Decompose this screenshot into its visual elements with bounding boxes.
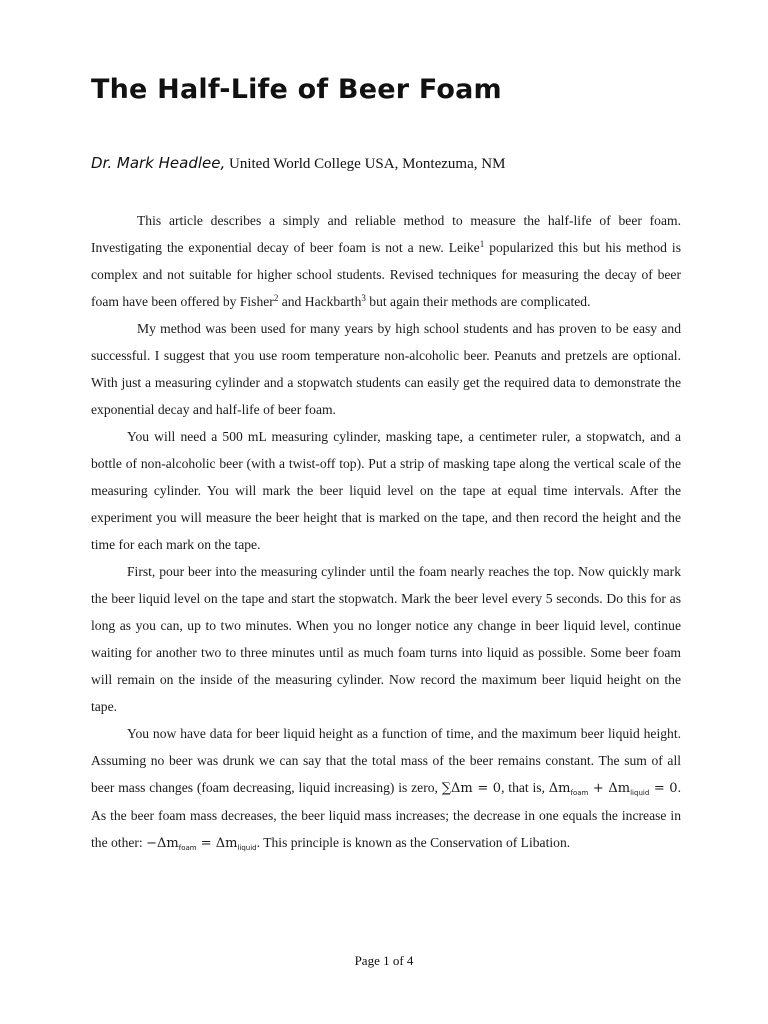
equation-sum-mass: ∑Δm = 0 [441, 781, 502, 796]
paragraph-1: This article describes a simply and reliable method to measure the half-life of beer foam. Investigating the exponential decay of beer foam is not a new. Leike$^1$ popularized this but his method is complex and not suitable for higher school students. Revised techniques for measuring the decay of beer foam have been offered by Fisher$^2$ and Hackbarth$^3$ but again their methods are complicated. [91, 213, 681, 309]
equation-foam-liquid: $-\Delta m_{foam} = \Delta m_{liquid}$ [146, 836, 257, 852]
author-affiliation: United World College USA, Montezuma, NM [229, 156, 506, 172]
byline [91, 154, 505, 173]
paragraph-5: You now have data for beer liquid height as a function of time, and the maximum beer liquid height. Assuming no beer was drunk we can say that the total mass of the beer remains constant. The sum of all beer mass changes (foam decreasing, liquid increasing) is zero, ∑Δm = 0, that is, $\Delta m_{foam} + \Delta m_{liquid} = 0$. As the beer foam mass decreases, the beer liquid mass increases; the decrease in one equals the increase in the other: $-\Delta m_{foam} = \Delta m_{liquid}$. This principle is known as the Conservation of Libation. [91, 726, 681, 852]
paragraph-3: You will need a 500 mL measuring cylinder, masking tape, a centimeter ruler, a stopwatch, and a bottle of non-alcoholic beer (with a twist-off top). Put a strip of masking tape along the vertical scale of the measuring cylinder. You will mark the beer liquid level on the tape at equal time intervals. After the experiment you will measure the beer height that is marked on the tape, and then record the height and the time for each mark on the tape. [91, 429, 681, 552]
reference-2: 2 [273, 293, 279, 303]
page-footer: Page 1 of 4 [354, 953, 414, 968]
equation-mass-balance: $\Delta m_{foam} + \Delta m_{liquid} = 0$ [548, 781, 678, 797]
paragraph-2: My method was been used for many years by high school students and has proven to be easy and successful. I suggest that you use room temperature non-alcoholic beer. Peanuts and pretzels are optional. With just a measuring cylinder and a stopwatch students can easily get the required data to demonstrate the exponential decay and half-life of beer foam. [91, 321, 681, 417]
article-title: The Half-Life of Beer Foam [91, 74, 502, 105]
reference-1: 1 [479, 239, 485, 249]
reference-3: 3 [361, 293, 366, 303]
paragraph-4: First, pour beer into the measuring cylinder until the foam nearly reaches the top. Now quickly mark the beer liquid level on the tape and start the stopwatch. Mark the beer level every 5 seconds. Do this for as long as you can, up to two minutes. When you no longer notice any change in beer liquid level, continue waiting for another two to three minutes until as much foam turns into liquid as possible. Some beer foam will remain on the inside of the measuring cylinder. Now record the maximum beer liquid height on the tape. [91, 564, 681, 714]
article-body [91, 207, 681, 857]
author-name: Dr. Mark Headlee, [91, 154, 226, 172]
